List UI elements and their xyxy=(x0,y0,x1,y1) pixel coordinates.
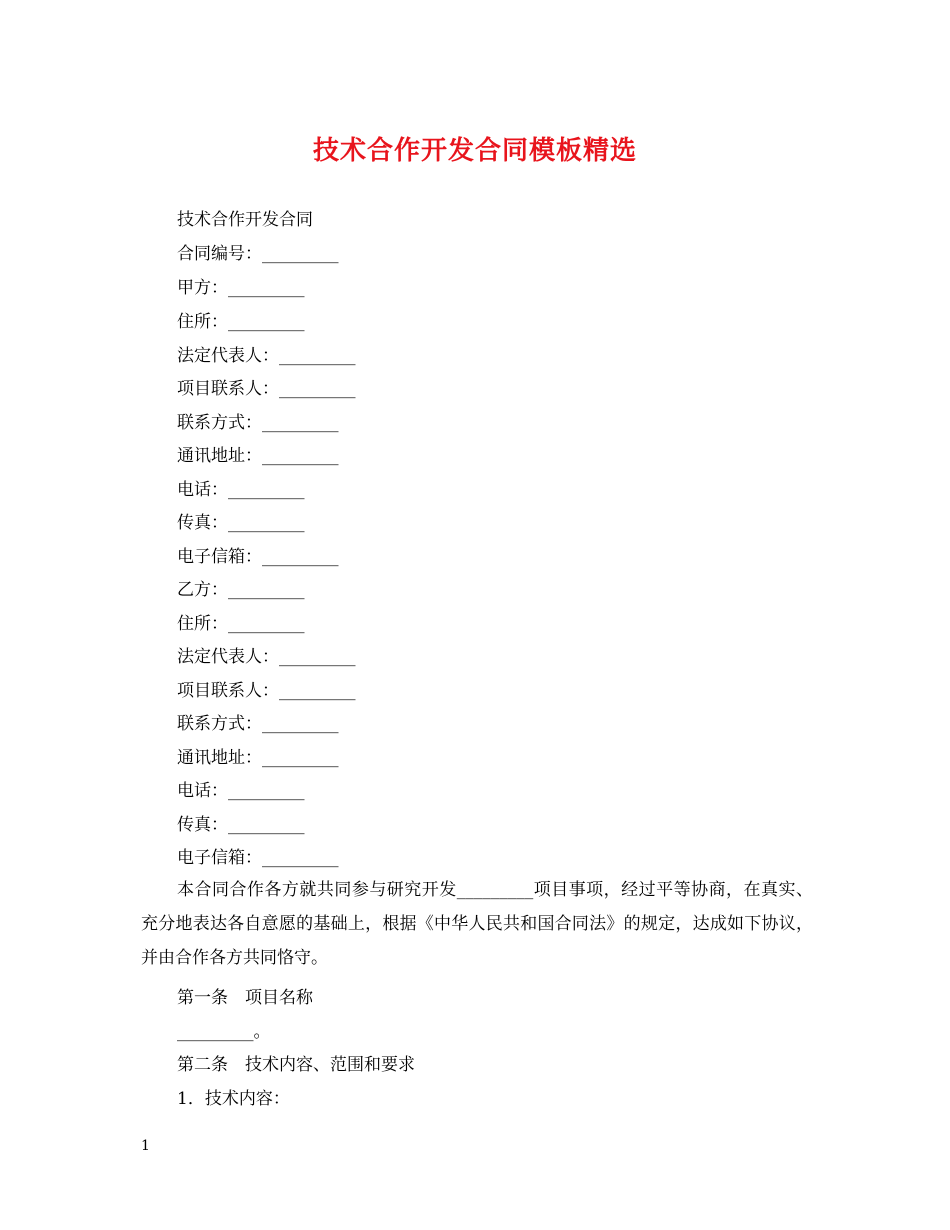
party-b-phone-line: 电话：_________ xyxy=(177,781,305,801)
party-a-legal-rep-line: 法定代表人：_________ xyxy=(177,346,356,366)
party-b-contact-person-line: 项目联系人：_________ xyxy=(177,681,356,701)
document-title: 技术合作开发合同模板精选 xyxy=(312,136,637,166)
party-b-email-line: 电子信箱：_________ xyxy=(177,848,339,868)
article-two-heading: 第二条 技术内容、范围和要求 xyxy=(177,1055,415,1075)
party-a-address-line: 住所：_________ xyxy=(177,312,305,332)
contract-heading: 技术合作开发合同 xyxy=(177,210,313,230)
party-b-fax-line: 传真：_________ xyxy=(177,815,305,835)
technical-content-item: 1．技术内容： xyxy=(177,1089,290,1109)
party-a-contact-person-line: 项目联系人：_________ xyxy=(177,379,356,399)
party-a-contact-method-line: 联系方式：_________ xyxy=(177,413,339,433)
party-b-line: 乙方：_________ xyxy=(177,580,305,600)
page-number: 1 xyxy=(141,1138,150,1154)
intro-paragraph: 本合同合作各方就共同参与研究开发_________项目事项，经过平等协商，在真实、充分地表达各自意愿的基础上，根据《中华人民共和国合同法》的规定，达成如下协议，并由合作各方共同恪守。 xyxy=(141,880,813,968)
party-b-legal-rep-line: 法定代表人：_________ xyxy=(177,647,356,667)
contract-number-line: 合同编号：_________ xyxy=(177,244,339,264)
party-a-mailing-address-line: 通讯地址：_________ xyxy=(177,446,339,466)
party-b-address-line: 住所：_________ xyxy=(177,614,305,634)
party-a-fax-line: 传真：_________ xyxy=(177,513,305,533)
project-name-blank: _________。 xyxy=(177,1022,271,1042)
party-b-mailing-address-line: 通讯地址：_________ xyxy=(177,748,339,768)
party-b-contact-method-line: 联系方式：_________ xyxy=(177,714,339,734)
party-a-line: 甲方：_________ xyxy=(177,278,305,298)
party-a-email-line: 电子信箱：_________ xyxy=(177,547,339,567)
party-a-phone-line: 电话：_________ xyxy=(177,480,305,500)
article-one-heading: 第一条 项目名称 xyxy=(177,988,313,1008)
